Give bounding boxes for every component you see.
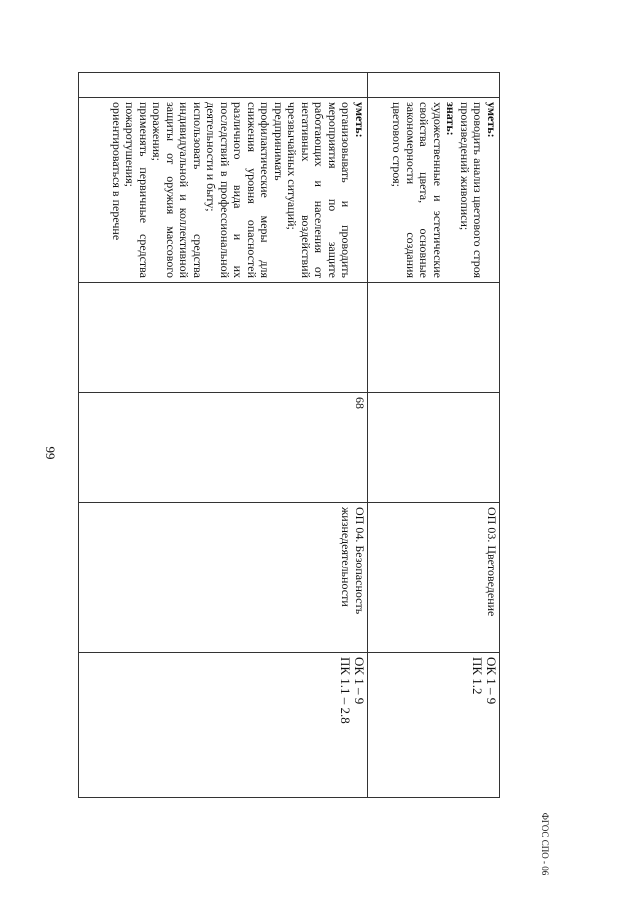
page-number: 99 bbox=[43, 446, 58, 460]
skills-text: организовывать и проводить мероприятия по защите работающих и населения от негативных воздействий чрезвычайных ситуаций; bbox=[285, 102, 354, 278]
skills-text: предпринимать профилактические меры для снижения уровня опасностей различного вида и их последствий в профессиональной деятельности и быту; bbox=[204, 102, 286, 278]
empty-index-cell bbox=[368, 73, 500, 98]
competency-ok: ОК 1 – 9 bbox=[352, 657, 367, 705]
skills-text: художественные и эстетические свойства цвета, основные закономерности создания цветового строя; bbox=[390, 102, 445, 278]
skills-text: проводить анализ цветового строя произведений живописи; bbox=[458, 102, 486, 278]
competencies-cell bbox=[79, 653, 368, 798]
skills-cell bbox=[79, 98, 368, 283]
table-row bbox=[79, 73, 368, 798]
hours-cell bbox=[368, 393, 500, 503]
competency-table bbox=[78, 72, 500, 798]
hours-cell: 68 bbox=[79, 393, 368, 503]
empty-index-cell bbox=[79, 73, 368, 98]
skills-label-umet: уметь: bbox=[485, 102, 499, 138]
skills-label-umet: уметь: bbox=[353, 102, 367, 138]
skills-cell bbox=[368, 98, 500, 283]
rotated-table-wrapper bbox=[78, 72, 500, 797]
competency-ok: ОК 1 – 9 bbox=[484, 657, 499, 705]
competency-pk: ПК 1.2 bbox=[470, 657, 485, 695]
table-row bbox=[368, 73, 500, 798]
competencies-cell bbox=[368, 653, 500, 798]
discipline-cell: ОП 04. Безопасность жизнедеятельности bbox=[79, 503, 368, 653]
discipline-cell: ОП 03. Цветоведение bbox=[368, 503, 500, 653]
competency-pk: ПК 1.1 – 2.8 bbox=[338, 657, 353, 724]
skills-text: применять первичные средства пожаротушения; bbox=[123, 102, 151, 278]
skills-label-znat: знать: bbox=[444, 102, 459, 136]
skills-text: использовать средства индивидуальной и коллективной защиты от оружия массового поражения; bbox=[150, 102, 205, 278]
empty-cell bbox=[79, 283, 368, 393]
skills-text: ориентироваться в перечне bbox=[110, 102, 124, 241]
empty-cell bbox=[368, 283, 500, 393]
footer-code: ФГОС СПО - 06 bbox=[540, 812, 550, 876]
